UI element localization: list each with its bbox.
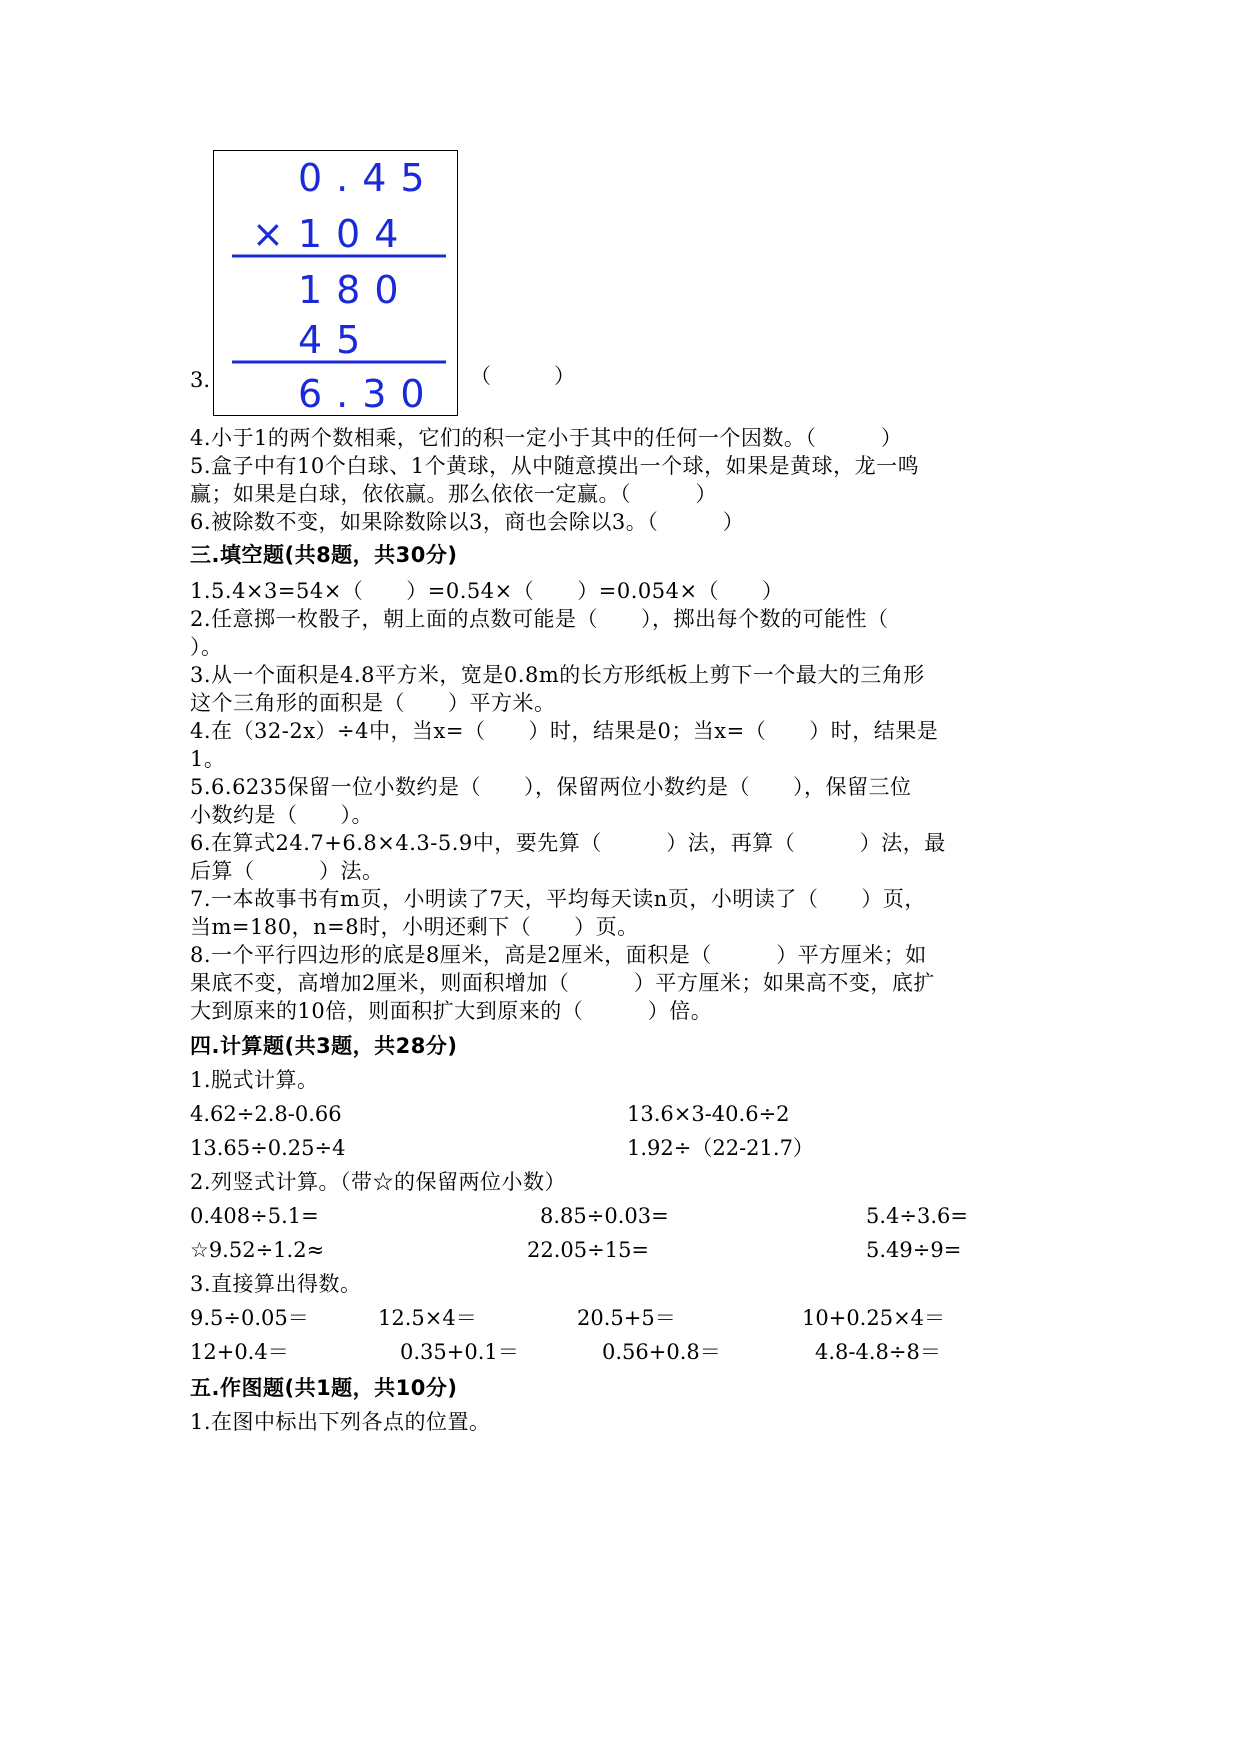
calc-p3-item: 9.5÷0.05＝ bbox=[190, 1306, 309, 1330]
calc-p1-item: 13.65÷0.25÷4 bbox=[190, 1136, 346, 1160]
calc-multiplier: ×104 bbox=[252, 212, 413, 256]
fill-line: 果底不变，高增加2厘米，则面积增加（ ）平方厘米；如果高不变，底扩 bbox=[190, 971, 935, 995]
fill-section-heading: 三.填空题(共8题，共30分) bbox=[190, 543, 458, 567]
calc-partial-2: 45 bbox=[298, 318, 375, 362]
calc-p2-item: ☆9.52÷1.2≈ bbox=[190, 1238, 325, 1262]
calc-p3-item: 12.5×4＝ bbox=[378, 1306, 477, 1330]
fill-line: 大到原来的10倍，则面积扩大到原来的（ ）倍。 bbox=[190, 999, 713, 1023]
calc-p3-item: 4.8-4.8÷8＝ bbox=[815, 1340, 941, 1364]
q3-number: 3. bbox=[190, 368, 211, 392]
calc-p3-item: 0.56+0.8＝ bbox=[602, 1340, 721, 1364]
calc-p3-item: 12+0.4＝ bbox=[190, 1340, 289, 1364]
fill-line: ）。 bbox=[190, 635, 223, 659]
fill-line: 当m=180，n=8时，小明还剩下（ ）页。 bbox=[190, 915, 639, 939]
q6-text: 6.被除数不变，如果除数除以3，商也会除以3。（ ） bbox=[190, 510, 745, 534]
fill-line: 2.任意掷一枚骰子，朝上面的点数可能是（ ），掷出每个数的可能性（ bbox=[190, 607, 889, 631]
calc-p2-item: 5.49÷9= bbox=[866, 1238, 962, 1262]
calc-part3-title: 3.直接算出得数。 bbox=[190, 1272, 362, 1296]
calc-section-heading: 四.计算题(共3题，共28分) bbox=[190, 1034, 458, 1058]
q3-answer-paren: （ ） bbox=[470, 364, 575, 388]
calc-part1-title: 1.脱式计算。 bbox=[190, 1068, 319, 1092]
fill-line: 1。 bbox=[190, 747, 226, 771]
fill-line: 3.从一个面积是4.8平方米，宽是0.8m的长方形纸板上剪下一个最大的三角形 bbox=[190, 663, 925, 687]
calc-part2-title: 2.列竖式计算。（带☆的保留两位小数） bbox=[190, 1170, 567, 1194]
calc-p2-item: 22.05÷15= bbox=[527, 1238, 650, 1262]
vertical-multiplication-svg bbox=[214, 151, 459, 417]
draw-section-heading: 五.作图题(共1题，共10分) bbox=[190, 1376, 458, 1400]
fill-line: 8.一个平行四边形的底是8厘米，高是2厘米，面积是（ ）平方厘米；如 bbox=[190, 943, 927, 967]
vertical-multiplication-figure bbox=[213, 150, 458, 416]
fill-line: 7.一本故事书有m页，小明读了7天，平均每天读n页，小明读了（ ）页， bbox=[190, 887, 926, 911]
calc-p3-item: 20.5+5＝ bbox=[577, 1306, 676, 1330]
calc-p1-item: 1.92÷（22-21.7） bbox=[627, 1136, 814, 1160]
fill-line: 1.5.4×3=54×（ ）=0.54×（ ）=0.054×（ ） bbox=[190, 579, 784, 603]
fill-line: 这个三角形的面积是（ ）平方米。 bbox=[190, 691, 556, 715]
calc-p2-item: 0.408÷5.1= bbox=[190, 1204, 319, 1228]
fill-line: 4.在（32-2x）÷4中，当x=（ ）时，结果是0；当x=（ ）时，结果是 bbox=[190, 719, 939, 743]
calc-p3-item: 0.35+0.1＝ bbox=[400, 1340, 519, 1364]
fill-line: 5.6.6235保留一位小数约是（ ），保留两位小数约是（ ），保留三位 bbox=[190, 775, 912, 799]
q5-text-line2: 赢；如果是白球，依依赢。那么依依一定赢。（ ） bbox=[190, 482, 717, 506]
calc-result: 6.30 bbox=[298, 372, 439, 416]
calc-p3-item: 10+0.25×4＝ bbox=[802, 1306, 946, 1330]
calc-multiplicand: 0.45 bbox=[298, 156, 439, 200]
calc-p2-item: 8.85÷0.03= bbox=[540, 1204, 669, 1228]
fill-line: 6.在算式24.7+6.8×4.3-5.9中，要先算（ ）法，再算（ ）法，最 bbox=[190, 831, 946, 855]
calc-p1-item: 13.6×3-40.6÷2 bbox=[627, 1102, 790, 1126]
calc-p1-item: 4.62÷2.8-0.66 bbox=[190, 1102, 342, 1126]
q5-text-line1: 5.盒子中有10个白球、1个黄球，从中随意摸出一个球，如果是黄球，龙一鸣 bbox=[190, 454, 920, 478]
fill-line: 后算（ ）法。 bbox=[190, 859, 384, 883]
calc-partial-1: 180 bbox=[298, 268, 413, 312]
draw-part1-title: 1.在图中标出下列各点的位置。 bbox=[190, 1410, 491, 1434]
fill-line: 小数约是（ ）。 bbox=[190, 803, 373, 827]
q4-text: 4.小于1的两个数相乘，它们的积一定小于其中的任何一个因数。（ ） bbox=[190, 426, 903, 450]
calc-p2-item: 5.4÷3.6= bbox=[866, 1204, 968, 1228]
